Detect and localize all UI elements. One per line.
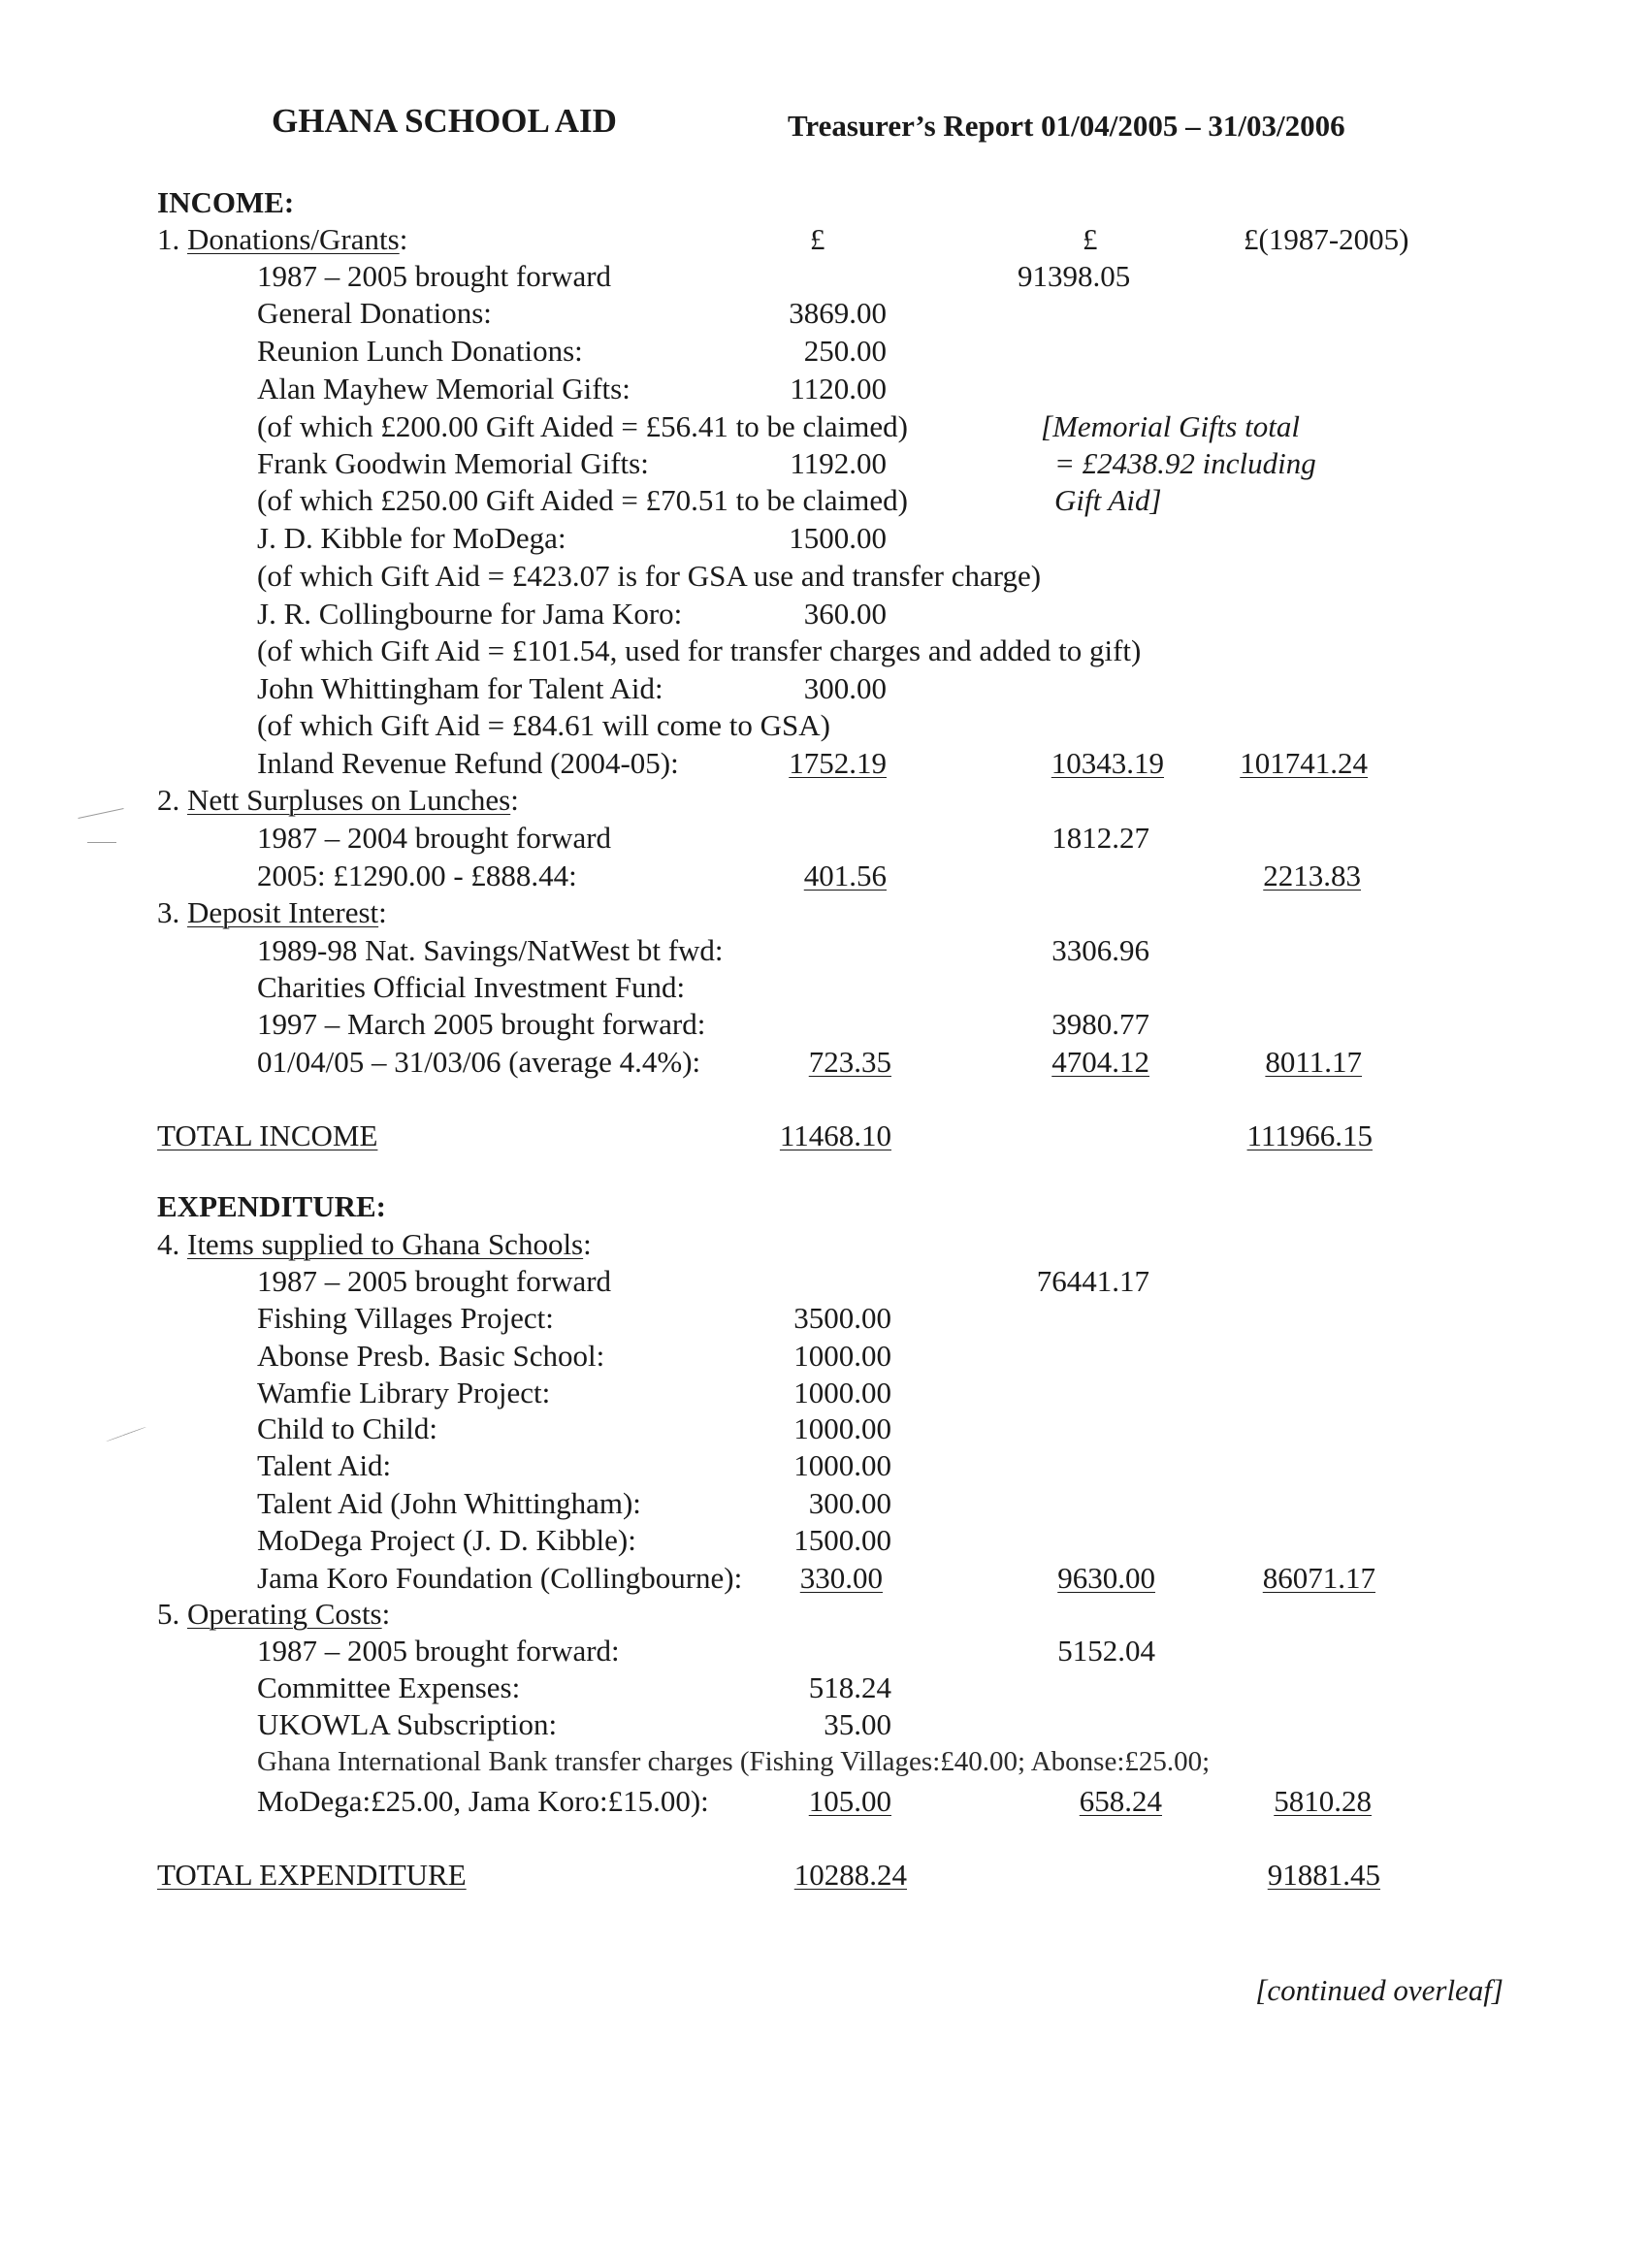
talent-aid-label: Talent Aid: xyxy=(257,1448,392,1482)
interest-period-label: 01/04/05 – 31/03/06 (average 4.4%): xyxy=(257,1045,701,1079)
operating-title: Operating Costs xyxy=(187,1597,382,1631)
kibble-label: J. D. Kibble for MoDega: xyxy=(257,521,566,555)
whittingham-value: 300.00 xyxy=(803,671,887,705)
operating-bf-value: 5152.04 xyxy=(1057,1634,1155,1668)
modega-label: MoDega Project (J. D. Kibble): xyxy=(257,1523,636,1557)
abonse-value: 1000.00 xyxy=(793,1339,891,1373)
reunion-donations-label: Reunion Lunch Donations: xyxy=(257,334,583,368)
lunches-cumulative-total: 2213.83 xyxy=(1263,859,1361,892)
kibble-gift-aid-note: (of which Gift Aid = £423.07 is for GSA use and transfer charge) xyxy=(257,559,1042,593)
talent-aid-jw-label: Talent Aid (John Whittingham): xyxy=(257,1486,641,1520)
total-expenditure-year: 10288.24 xyxy=(793,1858,907,1892)
cof-bf-label: 1997 – March 2005 brought forward: xyxy=(257,1007,706,1041)
lunches-bf-value: 1812.27 xyxy=(1051,821,1149,855)
jama-koro-label: Jama Koro Foundation (Collingbourne): xyxy=(257,1561,743,1595)
lunches-bf-label: 1987 – 2004 brought forward xyxy=(257,821,612,855)
donations-cumulative-total: 101741.24 xyxy=(1240,746,1368,780)
donations-bf-value: 91398.05 xyxy=(1018,259,1131,293)
operating-cumulative-total: 5810.28 xyxy=(1274,1784,1372,1818)
general-donations-label: General Donations: xyxy=(257,296,492,330)
transfer-charges-value: 105.00 xyxy=(808,1784,891,1818)
total-expenditure-cumulative: 91881.45 xyxy=(1267,1858,1380,1892)
operating-year-total: 658.24 xyxy=(1079,1784,1162,1818)
operating-number: 5. xyxy=(157,1597,187,1631)
items-title: Items supplied to Ghana Schools xyxy=(187,1227,584,1261)
collingbourne-value: 360.00 xyxy=(803,597,887,631)
column-header-subtotal: £ xyxy=(1083,222,1098,256)
donations-bf-label: 1987 – 2005 brought forward xyxy=(257,259,612,293)
interest-sub-total: 4704.12 xyxy=(1051,1045,1149,1079)
items-bf-label: 1987 – 2005 brought forward xyxy=(257,1264,612,1298)
total-income-label: TOTAL INCOME xyxy=(157,1118,378,1152)
income-heading: INCOME: xyxy=(157,185,295,219)
wamfie-label: Wamfie Library Project: xyxy=(257,1376,551,1409)
scan-mark xyxy=(106,1427,146,1442)
total-income-cumulative: 111966.15 xyxy=(1246,1118,1373,1152)
donations-number: 1. xyxy=(157,222,187,256)
goodwin-gifts-label: Frank Goodwin Memorial Gifts: xyxy=(257,446,649,480)
inland-revenue-refund-label: Inland Revenue Refund (2004-05): xyxy=(257,746,679,780)
lunches-section-label xyxy=(157,782,519,819)
report-title: Treasurer’s Report 01/04/2005 – 31/03/2006 xyxy=(788,109,1345,143)
fishing-villages-label: Fishing Villages Project: xyxy=(257,1301,554,1335)
total-expenditure-label: TOTAL EXPENDITURE xyxy=(157,1858,467,1892)
organization-title: GHANA SCHOOL AID xyxy=(272,102,617,140)
lunches-2005-value: 401.56 xyxy=(803,859,887,892)
total-income-year: 11468.10 xyxy=(779,1118,891,1152)
jama-koro-value: 330.00 xyxy=(799,1561,883,1595)
wamfie-value: 1000.00 xyxy=(793,1376,891,1409)
interest-cumulative-total: 8011.17 xyxy=(1265,1045,1362,1079)
natsav-label: 1989-98 Nat. Savings/NatWest bt fwd: xyxy=(257,933,724,967)
abonse-label: Abonse Presb. Basic School: xyxy=(257,1339,605,1373)
column-header-year-items: £ xyxy=(810,222,825,256)
donations-year-total: 10343.19 xyxy=(1051,746,1164,780)
talent-aid-jw-value: 300.00 xyxy=(808,1486,891,1520)
items-colon: : xyxy=(583,1227,592,1261)
natsav-value: 3306.96 xyxy=(1051,933,1149,967)
general-donations-value: 3869.00 xyxy=(789,296,887,330)
collingbourne-label: J. R. Collingbourne for Jama Koro: xyxy=(257,597,683,631)
lunches-colon: : xyxy=(510,783,519,817)
items-cumulative-total: 86071.17 xyxy=(1262,1561,1375,1595)
items-section-label xyxy=(157,1226,592,1263)
collingbourne-gift-aid-note: (of which Gift Aid = £101.54, used for transfer charges and added to gift) xyxy=(257,633,1142,667)
child-to-child-label: Child to Child: xyxy=(257,1411,438,1445)
scan-mark xyxy=(87,842,116,843)
lunches-2005-label: 2005: £1290.00 - £888.44: xyxy=(257,859,577,892)
whittingham-label: John Whittingham for Talent Aid: xyxy=(257,671,663,705)
transfer-charges-line-2: MoDega:£25.00, Jama Koro:£15.00): xyxy=(257,1784,709,1818)
ukowla-label: UKOWLA Subscription: xyxy=(257,1707,558,1741)
talent-aid-value: 1000.00 xyxy=(793,1448,891,1482)
kibble-value: 1500.00 xyxy=(789,521,887,555)
lunches-number: 2. xyxy=(157,783,187,817)
committee-expenses-label: Committee Expenses: xyxy=(257,1670,521,1704)
lunches-title: Nett Surpluses on Lunches xyxy=(187,783,511,817)
cof-bf-value: 3980.77 xyxy=(1051,1007,1149,1041)
memorial-note-line-2: = £2438.92 including xyxy=(1054,446,1316,480)
expenditure-heading: EXPENDITURE: xyxy=(157,1189,386,1223)
mayhew-gift-aid-note: (of which £200.00 Gift Aided = £56.41 to be claimed) xyxy=(257,409,908,443)
operating-colon: : xyxy=(381,1597,391,1631)
mayhew-gifts-label: Alan Mayhew Memorial Gifts: xyxy=(257,372,630,405)
goodwin-gifts-value: 1192.00 xyxy=(790,446,887,480)
interest-number: 3. xyxy=(157,895,187,929)
donations-section-label xyxy=(157,221,407,258)
memorial-note-line-3: Gift Aid] xyxy=(1054,483,1162,517)
fishing-villages-value: 3500.00 xyxy=(793,1301,891,1335)
modega-value: 1500.00 xyxy=(793,1523,891,1557)
column-header-cumulative: £(1987-2005) xyxy=(1244,222,1409,256)
operating-section-label xyxy=(157,1596,390,1633)
items-year-total: 9630.00 xyxy=(1057,1561,1155,1595)
items-bf-value: 76441.17 xyxy=(1036,1264,1149,1298)
donations-title: Donations/Grants xyxy=(187,222,400,256)
items-number: 4. xyxy=(157,1227,187,1261)
memorial-note-line-1: [Memorial Gifts total xyxy=(1041,409,1300,443)
continued-overleaf-note: [continued overleaf] xyxy=(1255,1973,1504,2007)
reunion-donations-value: 250.00 xyxy=(803,334,887,368)
goodwin-gift-aid-note: (of which £250.00 Gift Aided = £70.51 to be claimed) xyxy=(257,483,908,517)
interest-period-value: 723.35 xyxy=(808,1045,891,1079)
donations-colon: : xyxy=(399,222,408,256)
mayhew-gifts-value: 1120.00 xyxy=(790,372,887,405)
whittingham-gift-aid-note: (of which Gift Aid = £84.61 will come to GSA) xyxy=(257,708,830,742)
interest-title: Deposit Interest xyxy=(187,895,379,929)
scan-mark xyxy=(78,808,123,819)
transfer-charges-line-1: Ghana International Bank transfer charges (Fishing Villages:£40.00; Abonse:£25.00; xyxy=(257,1746,1211,1777)
committee-expenses-value: 518.24 xyxy=(808,1670,891,1704)
operating-bf-label: 1987 – 2005 brought forward: xyxy=(257,1634,620,1668)
cof-label: Charities Official Investment Fund: xyxy=(257,970,686,1004)
child-to-child-value: 1000.00 xyxy=(793,1411,891,1445)
interest-colon: : xyxy=(378,895,387,929)
ukowla-value: 35.00 xyxy=(824,1707,891,1741)
inland-revenue-refund-value: 1752.19 xyxy=(789,746,887,780)
interest-section-label xyxy=(157,894,387,931)
